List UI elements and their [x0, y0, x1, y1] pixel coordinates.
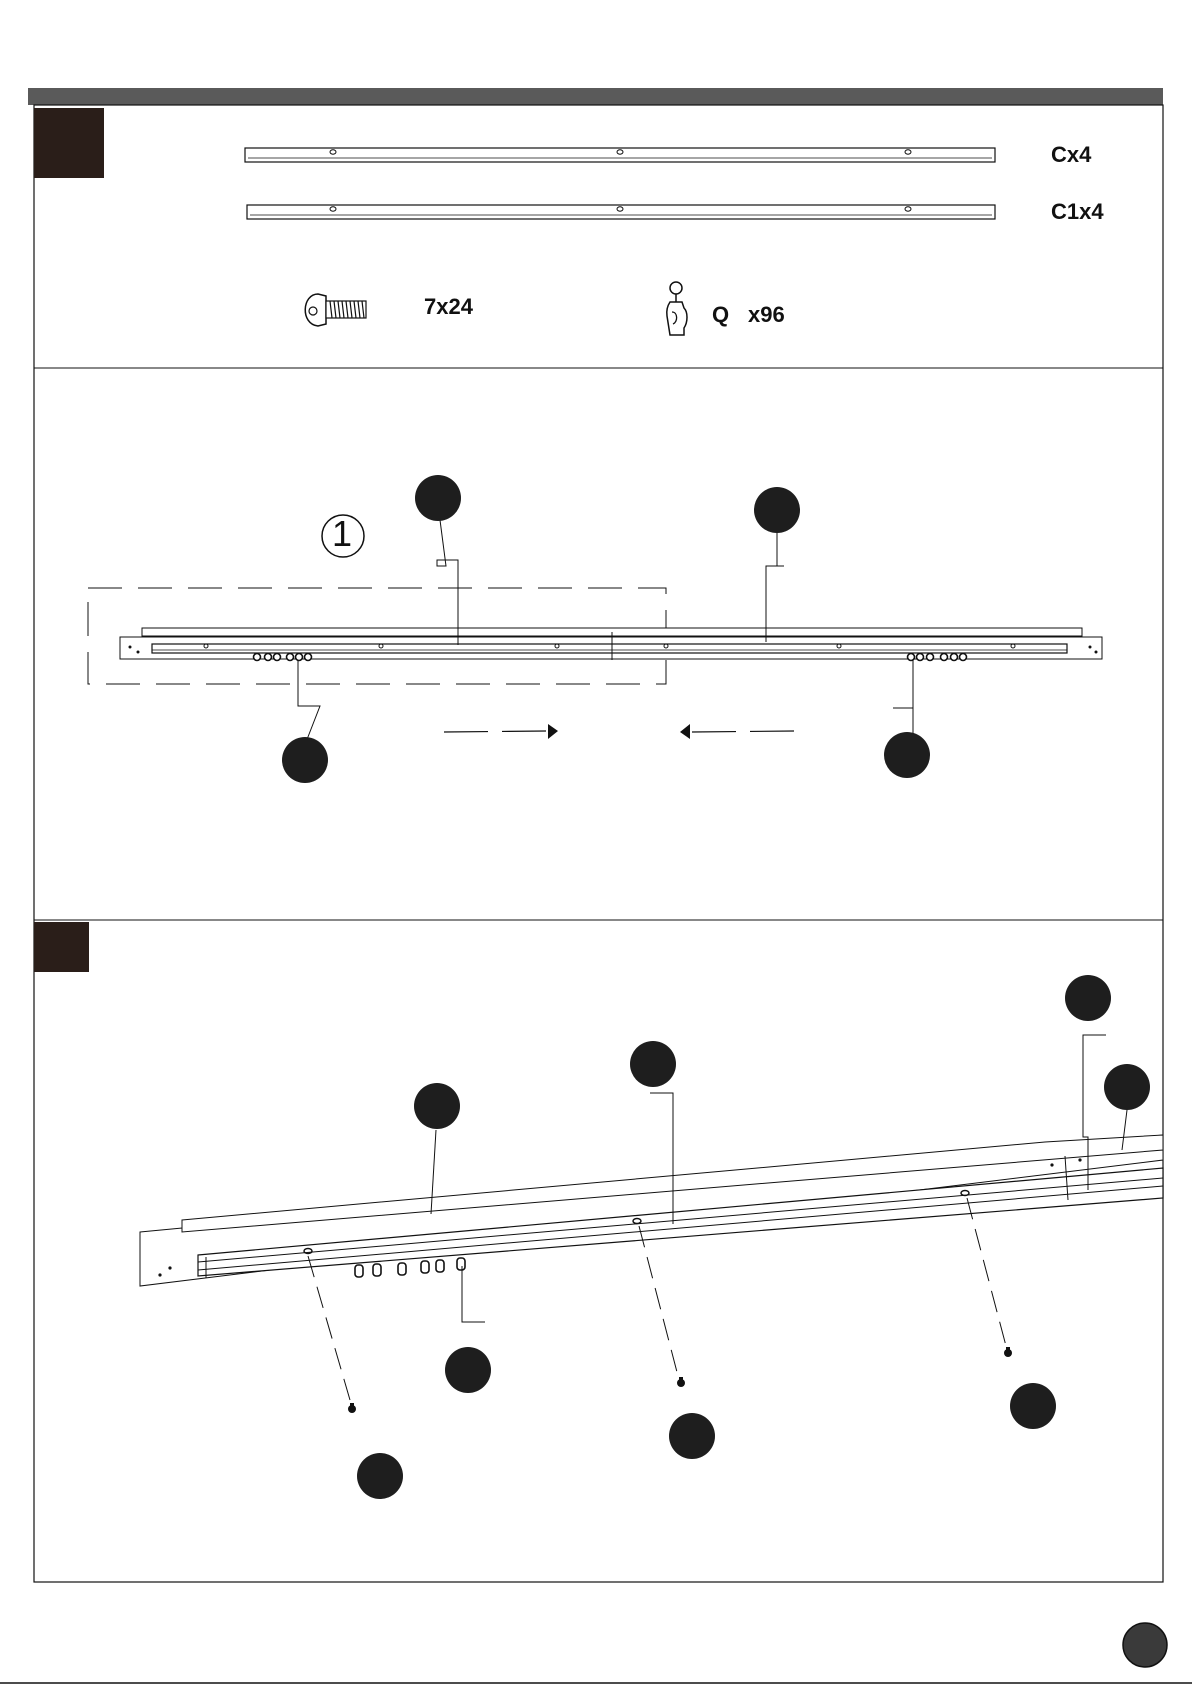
- screw-icon: [305, 294, 366, 326]
- hook-count: x96: [748, 302, 785, 327]
- step-block-assembly: [34, 922, 89, 972]
- rail-c1-label: C1x4: [1051, 199, 1104, 224]
- callout-8: [414, 1083, 460, 1129]
- step-marker: 1: [332, 513, 353, 554]
- callout-7: [1104, 1064, 1150, 1110]
- callout-12: [357, 1453, 403, 1499]
- callout-3: [282, 737, 328, 783]
- hook-letter: Q: [712, 302, 730, 327]
- callout-9: [445, 1347, 491, 1393]
- page-frame: [34, 105, 1163, 1582]
- callout-2: [754, 487, 800, 533]
- rail-c-label: Cx4: [1051, 142, 1092, 167]
- rail-join-diagram: [88, 515, 1102, 742]
- callout-11: [669, 1413, 715, 1459]
- callout-1: [415, 475, 461, 521]
- header-banner: [28, 88, 1163, 105]
- callout-4: [884, 732, 930, 778]
- callout-5: [1065, 975, 1111, 1021]
- page-number-badge: [1123, 1623, 1167, 1667]
- callout-6: [630, 1041, 676, 1087]
- rail-perspective-diagram: [140, 1035, 1163, 1413]
- step-block-parts: [34, 108, 104, 178]
- callout-10: [1010, 1383, 1056, 1429]
- screw-label: 7x24: [424, 294, 473, 319]
- hook-icon: [667, 282, 687, 335]
- rail-c1-icon: [247, 205, 995, 219]
- rail-c-icon: [245, 148, 995, 162]
